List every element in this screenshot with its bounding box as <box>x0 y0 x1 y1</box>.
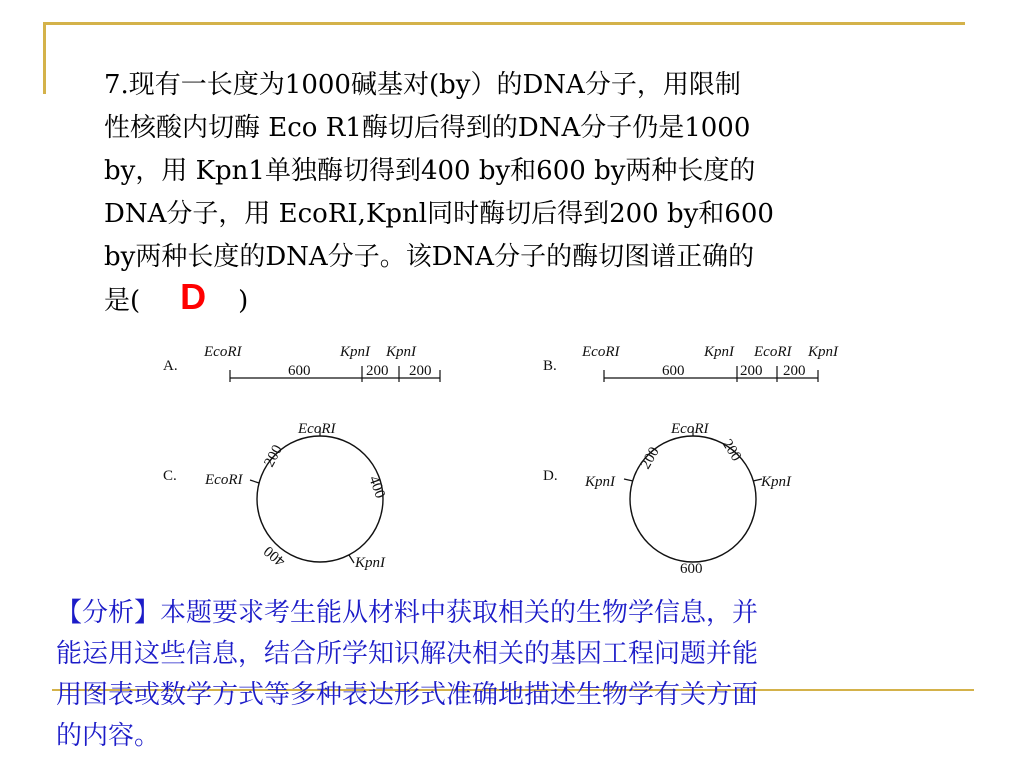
option-d-cut-left <box>624 479 633 481</box>
option-c-site-1: EcoRI <box>298 421 336 437</box>
option-c-segment-1: 200 <box>261 442 287 470</box>
option-c-label: C. <box>163 468 177 484</box>
option-d-site-1: EcoRI <box>671 421 709 437</box>
analysis-line-1: 【分析】本题要求考生能从材料中获取相关的生物学信息，并 <box>56 598 759 628</box>
question-line-3: by，用 Kpn1单独酶切得到400 by和600 by两种长度的 <box>104 156 756 186</box>
option-a-segment-2: 200 <box>366 363 389 379</box>
option-b-segment-2: 200 <box>740 363 763 379</box>
option-a-segment-3: 200 <box>409 363 432 379</box>
answer-prefix: 是( <box>104 286 141 316</box>
option-d-segment-1: 200 <box>637 444 663 472</box>
option-b-site-2: KpnI <box>704 344 734 360</box>
question-line-1: 7.现有一长度为1000碱基对(by）的DNA分子，用限制 <box>104 70 741 100</box>
option-c-map <box>163 421 388 571</box>
option-c-segment-2: 400 <box>365 473 388 501</box>
option-b-segment-1: 600 <box>662 363 685 379</box>
option-d-map <box>543 421 792 577</box>
option-d-label: D. <box>543 468 558 484</box>
option-a-site-2: KpnI <box>340 344 370 360</box>
option-b-map <box>543 344 839 382</box>
option-b-label: B. <box>543 358 557 374</box>
analysis-line-2: 能运用这些信息，结合所学知识解决相关的基因工程问题并能 <box>56 639 759 669</box>
option-a-site-1: EcoRI <box>204 344 242 360</box>
option-c-site-3: KpnI <box>355 555 385 571</box>
answer-suffix: ) <box>238 286 249 316</box>
option-d-site-3: KpnI <box>761 474 791 490</box>
question-line-4: DNA分子，用 EcoRI,Kpnl同时酶切后得到200 by和600 <box>104 199 774 229</box>
option-b-site-1: EcoRI <box>582 344 620 360</box>
analysis-text <box>56 593 986 757</box>
option-a-label: A. <box>163 358 178 374</box>
option-d-segment-3: 600 <box>680 561 703 577</box>
question-line-2: 性核酸内切酶 Eco R1酶切后得到的DNA分子仍是1000 <box>104 113 751 143</box>
question-line-5: by两种长度的DNA分子。该DNA分子的酶切图谱正确的 <box>104 242 755 272</box>
option-d-segment-2: 200 <box>718 436 745 465</box>
option-a-site-3: KpnI <box>386 344 416 360</box>
option-b-segment-3: 200 <box>783 363 806 379</box>
answer-letter: D <box>180 276 207 317</box>
analysis-line-4: 的内容。 <box>56 721 161 751</box>
analysis-line-3: 用图表或数学方式等多种表达形式准确地描述生物学有关方面 <box>56 680 759 710</box>
option-c-segment-3: 400 <box>261 542 289 570</box>
option-c-cut-bottom-right <box>349 555 354 563</box>
option-b-site-4: KpnI <box>808 344 838 360</box>
option-c-cut-left <box>250 480 259 483</box>
option-d-site-2: KpnI <box>585 474 615 490</box>
option-a-segment-1: 600 <box>288 363 311 379</box>
option-a-map <box>163 344 440 382</box>
option-c-site-2: EcoRI <box>205 472 243 488</box>
option-b-site-3: EcoRI <box>754 344 792 360</box>
